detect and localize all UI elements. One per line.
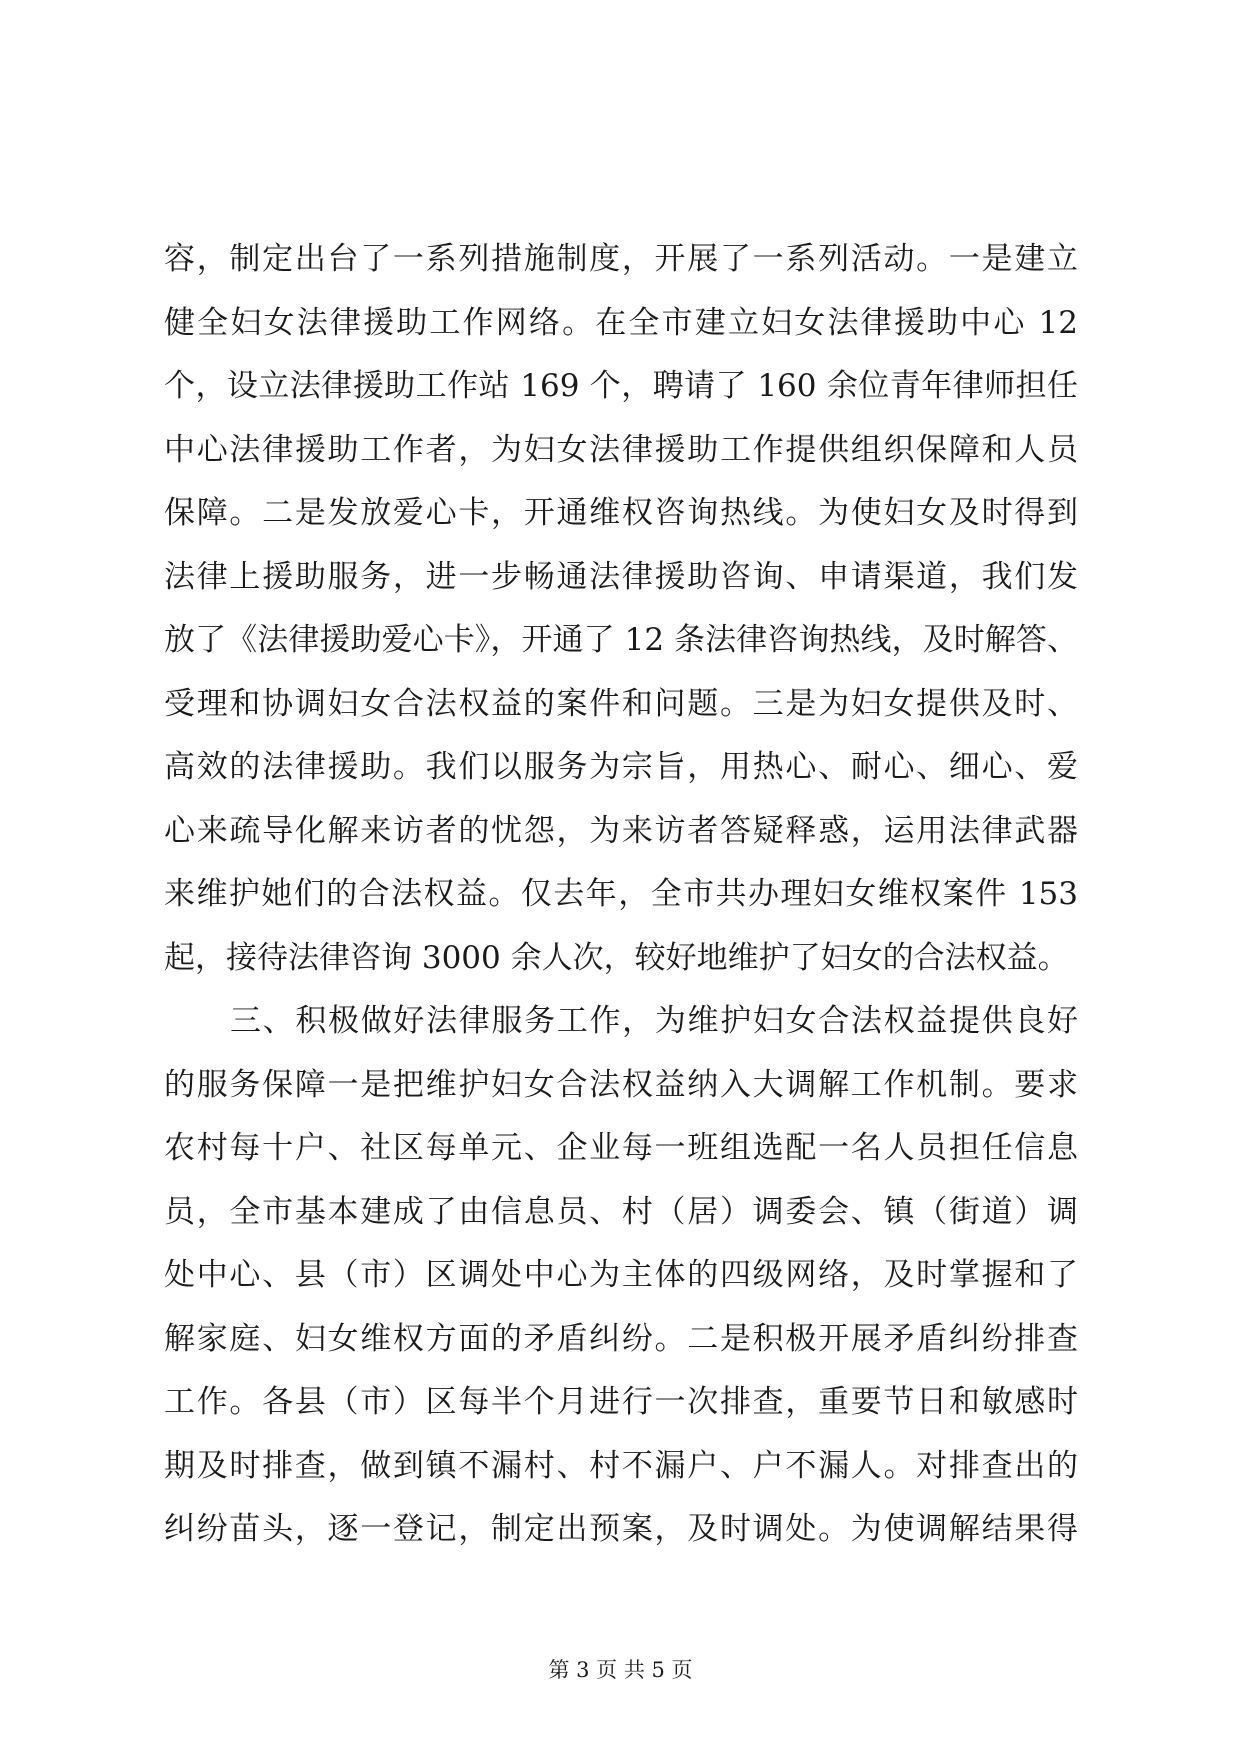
text-line: 保障。二是发放爱心卡，开通维权咨询热线。为使妇女及时得到 bbox=[164, 495, 1078, 531]
text-line: 中心法律援助工作者，为妇女法律援助工作提供组织保障和人员 bbox=[164, 431, 1078, 468]
text-line: 容，制定出台了一系列措施制度，开展了一系列活动。一是建立 bbox=[164, 241, 1078, 277]
document-body bbox=[164, 228, 1078, 1562]
text-line: 处中心、县（市）区调处中心为主体的四级网络，及时掌握和了 bbox=[164, 1257, 1078, 1293]
text-line: 高效的法律援助。我们以服务为宗旨，用热心、耐心、细心、爱 bbox=[164, 749, 1078, 785]
text-line: 受理和协调妇女合法权益的案件和问题。三是为妇女提供及时、 bbox=[164, 685, 1078, 722]
text-line: 纠纷苗头，逐一登记，制定出预案，及时调处。为使调解结果得 bbox=[164, 1511, 1078, 1547]
text-line: 三、积极做好法律服务工作，为维护妇女合法权益提供良好 bbox=[230, 1003, 1078, 1039]
text-line: 起，接待法律咨询 3000 余人次，较好地维护了妇女的合法权益。 bbox=[164, 939, 1069, 976]
text-line: 的服务保障一是把维护妇女合法权益纳入大调解工作机制。要求 bbox=[164, 1066, 1078, 1103]
page-footer bbox=[0, 1655, 1241, 1685]
text-line: 法律上援助服务，进一步畅通法律援助咨询、申请渠道，我们发 bbox=[164, 558, 1078, 595]
text-line: 农村每十户、社区每单元、企业每一班组选配一名人员担任信息 bbox=[164, 1130, 1078, 1166]
text-line: 心来疏导化解来访者的忧怨，为来访者答疑释惑，运用法律武器 bbox=[164, 812, 1078, 849]
paragraph-2 bbox=[164, 990, 1078, 1562]
text-line: 健全妇女法律援助工作网络。在全市建立妇女法律援助中心 12 bbox=[164, 304, 1078, 341]
text-line: 员，全市基本建成了由信息员、村（居）调委会、镇（街道）调 bbox=[164, 1193, 1078, 1230]
text-line: 期及时排查，做到镇不漏村、村不漏户、户不漏人。对排查出的 bbox=[164, 1447, 1078, 1484]
text-line: 个，设立法律援助工作站 169 个，聘请了 160 余位青年律师担任 bbox=[164, 368, 1078, 404]
paragraph-1 bbox=[164, 228, 1078, 990]
text-line: 解家庭、妇女维权方面的矛盾纠纷。二是积极开展矛盾纠纷排查 bbox=[164, 1320, 1078, 1357]
text-line: 来维护她们的合法权益。仅去年，全市共办理妇女维权案件 153 bbox=[164, 876, 1078, 912]
text-line: 放了《法律援助爱心卡》，开通了 12 条法律咨询热线，及时解答、 bbox=[164, 622, 1078, 658]
page-number: 第 3 页 共 5 页 bbox=[548, 1658, 693, 1682]
text-line: 工作。各县（市）区每半个月进行一次排查，重要节日和敏感时 bbox=[164, 1384, 1078, 1420]
